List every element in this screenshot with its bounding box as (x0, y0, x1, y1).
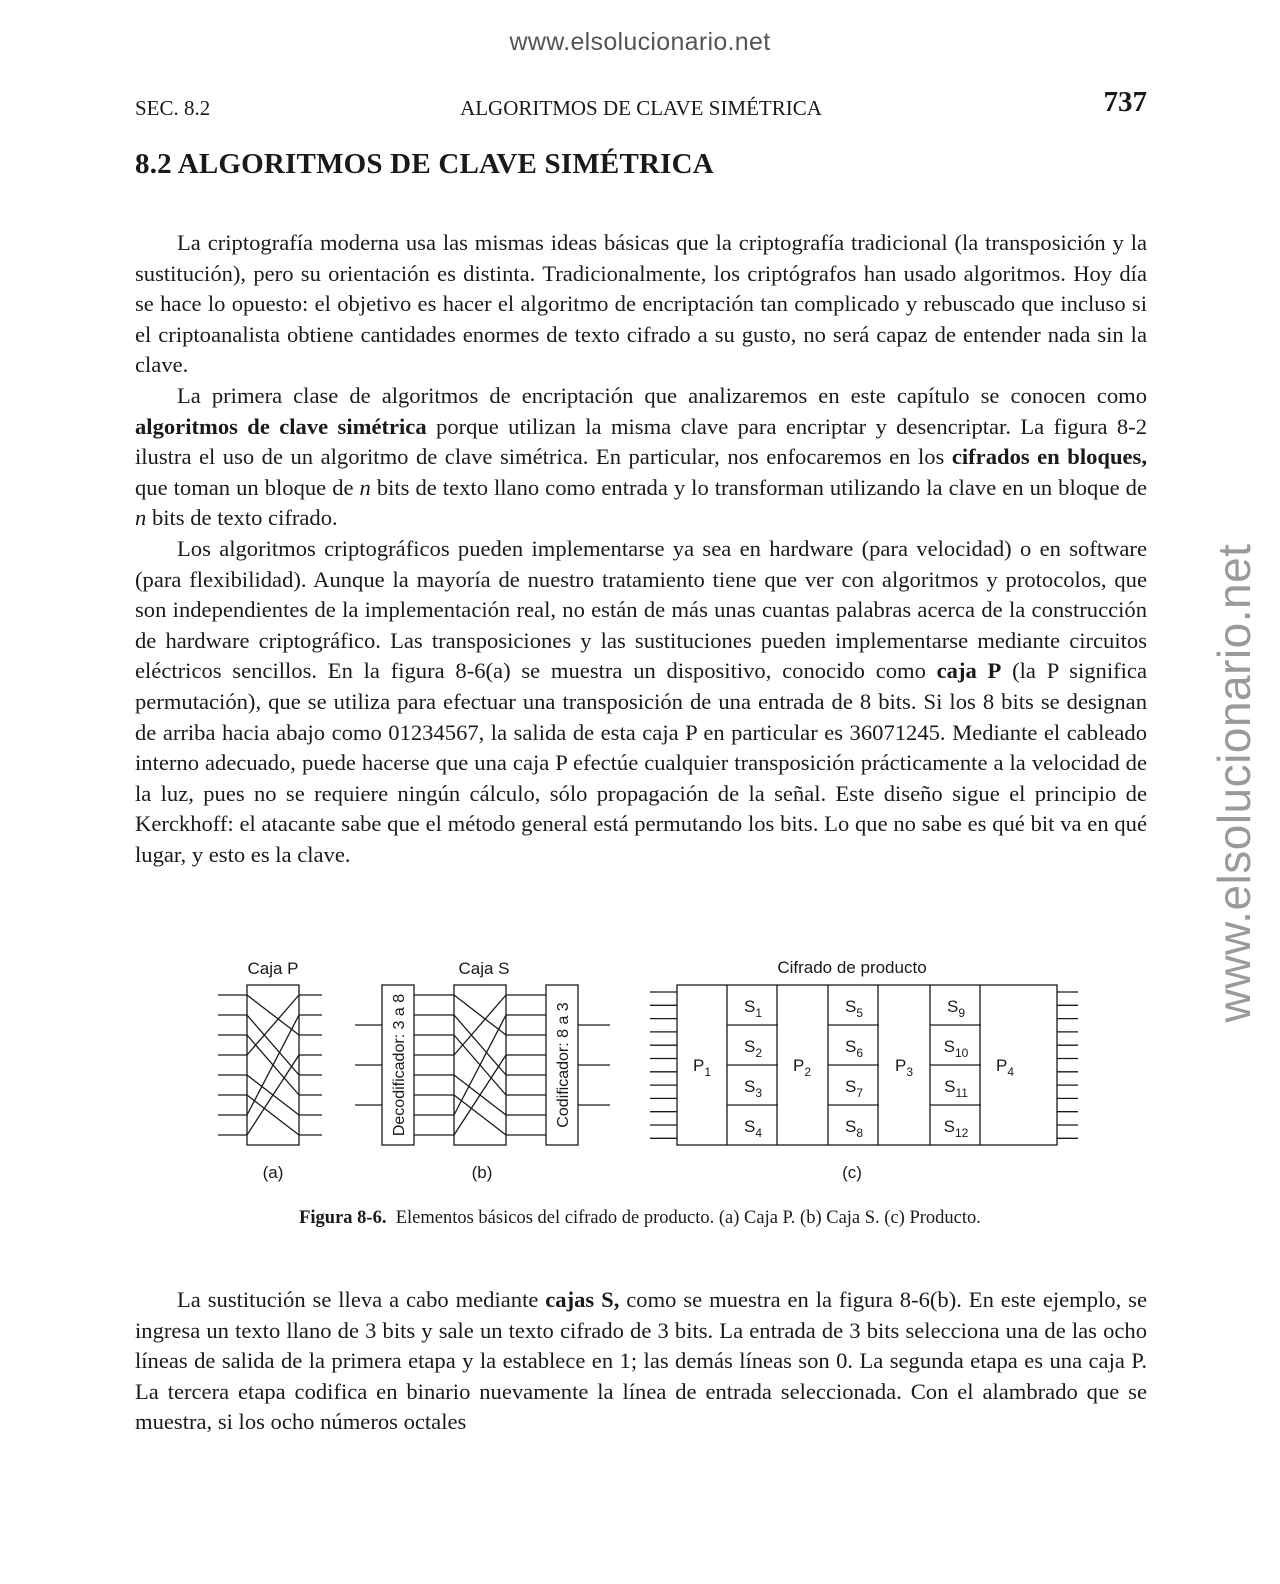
text-run: Los algoritmos criptográficos pueden implementarse ya sea en hardware (para velocidad) o en software (para flexibilidad). Aunque la mayoría de nuestro tratamiento tiene que ver con algoritmos y protocolos, que son independientes de la implementación real, no están de más unas cuantas palabras acerca de la construcción de hardware criptográfico. Las transposiciones y las sustituciones pueden implementarse mediante circuitos eléctricos sencillos. En la figura 8-6(a) se muestra un dispositivo, conocido como (135, 535, 1147, 684)
sbox-label: Caja S (458, 959, 510, 978)
sbox-pbox-wire (454, 1075, 506, 1115)
italic-term: n (135, 505, 147, 531)
pbox-wire (247, 995, 299, 1035)
subfig-c-label: (c) (842, 1163, 862, 1182)
paragraph (135, 1285, 1147, 1438)
paragraph (135, 534, 1147, 871)
pbox-wire (247, 1075, 299, 1115)
caption-text: Elementos básicos del cifrado de producto. (a) Caja P. (b) Caja S. (c) Producto. (395, 1208, 981, 1228)
page-number: 737 (1103, 86, 1147, 118)
text-run: que toman un bloque de (135, 474, 360, 500)
text-run: (la P significa permutación), que se utiliza para efectuar una transposición de una entrada de 8 bits. Si los 8 bits se designan de arriba hacia abajo como 01234567, la salida de esta caja P en particular es 36071245. Mediante el cableado interno adecuado, puede hacerse que una caja P efectúe cualquier transposición prácticamente a la velocidad de la luz, pues no se requiere ningún cálculo, sólo propagación de la señal. Este diseño sigue el principio de Kerckhoff: el atacante sabe que el método general está permutando los bits. Lo que no sabe es qué bit va en qué lugar, y esto es la clave. (135, 658, 1147, 867)
paragraph (135, 228, 1147, 381)
paragraph (135, 381, 1147, 534)
sbox-s6: $S_6$ (844, 1037, 864, 1060)
text-run: La sustitución se lleva a cabo mediante (177, 1287, 546, 1312)
encoder-label: Codificador: 8 a 3 (555, 1002, 572, 1128)
sbox-s1: $S_1$ (743, 997, 763, 1020)
sbox-s9: $S_9$ (946, 997, 966, 1020)
running-head (135, 86, 1147, 124)
sbox-s10: $S_{10}$ (943, 1037, 969, 1060)
pbox-wire (247, 1095, 299, 1135)
sbox-pbox-wire (454, 995, 506, 1055)
subfig-b-label: (b) (471, 1163, 493, 1182)
sbox-s4: $S_4$ (743, 1117, 763, 1140)
watermark-side: www.elsolucionario.net (1208, 543, 1260, 1023)
bold-term: cajas S, (545, 1287, 620, 1312)
pbox-wire (247, 1035, 299, 1095)
text-run: La primera clase de algoritmos de encriptación que analizaremos en este capítulo se conocen como (177, 382, 1147, 408)
pbox-p2: $P_2$ (792, 1056, 812, 1079)
sbox-s5: $S_5$ (844, 997, 864, 1020)
pbox-p1: $P_1$ (692, 1056, 712, 1079)
figure-8-6 (200, 950, 1080, 1200)
pbox-p4: $P_4$ (995, 1056, 1015, 1079)
pbox-p3: $P_3$ (894, 1056, 914, 1079)
decoder-label: Decodificador: 3 a 8 (391, 993, 408, 1137)
bold-term: algoritmos de clave simétrica (135, 413, 427, 439)
sbox-s7: $S_7$ (844, 1077, 864, 1100)
pbox-label: Caja P (247, 959, 299, 978)
subfig-a-label: (a) (262, 1163, 284, 1182)
text-run: bits de texto llano como entrada y lo transforman utilizando la clave en un bloque de (370, 474, 1147, 500)
body-text-after-figure (135, 1285, 1147, 1438)
product-label: Cifrado de producto (777, 958, 927, 977)
sbox-s2: $S_2$ (743, 1037, 763, 1060)
text-run: porque utilizan la misma clave para encriptar y desencriptar. La figura 8-2 ilustra el uso de un algoritmo de clave simétrica. En particular, nos enfocaremos en los (135, 413, 1148, 470)
text-run: como se muestra en la figura 8-6(b). En este ejemplo, se ingresa un texto llano de 3 bits y sale un texto cifrado de 3 bits. La entrada de 3 bits selecciona una de las ocho líneas de salida de la primera etapa y la establece en 1; las demás líneas son 0. La segunda etapa es una caja P. La tercera etapa codifica en binario nuevamente la línea de entrada seleccionada. Con el alambrado que se muestra, si los ocho números octales (135, 1287, 1147, 1435)
pbox-wire (247, 995, 299, 1055)
text-run: bits de texto cifrado. (146, 505, 338, 531)
bold-term: caja P (936, 658, 1002, 684)
caption-label: Figura 8-6. (299, 1208, 387, 1228)
figure-diagram (200, 950, 1080, 1200)
header-section: SEC. 8.2 (135, 96, 211, 120)
body-text-before-figure (135, 228, 1147, 870)
bold-term: cifrados en bloques, (951, 444, 1147, 470)
sbox-s3: $S_3$ (743, 1077, 763, 1100)
header-title: ALGORITMOS DE CLAVE SIMÉTRICA (460, 96, 822, 120)
sbox-pbox-wire (454, 1035, 506, 1095)
sbox-s11: $S_{11}$ (944, 1077, 968, 1100)
sbox-pbox-wire (454, 1095, 506, 1135)
text-run: La criptografía moderna usa las mismas ideas básicas que la criptografía tradicional (la transposición y la sustitución), pero su orientación es distinta. Tradicionalmente, los criptógrafos han usado algoritmos. Hoy día se hace lo opuesto: el objetivo es hacer el algoritmo de encriptación tan complicado y rebuscado que incluso si el criptoanalista obtiene cantidades enormes de texto cifrado a su gusto, no será capaz de entender nada sin la clave. (135, 230, 1147, 378)
sbox-s12: $S_{12}$ (943, 1117, 969, 1140)
figure-caption (0, 1208, 1280, 1229)
watermark-top: www.elsolucionario.net (509, 28, 771, 56)
sbox-pbox-wire (454, 995, 506, 1035)
section-heading: 8.2 ALGORITMOS DE CLAVE SIMÉTRICA (135, 148, 714, 180)
italic-term: n (359, 474, 371, 500)
sbox-s8: $S_8$ (844, 1117, 864, 1140)
